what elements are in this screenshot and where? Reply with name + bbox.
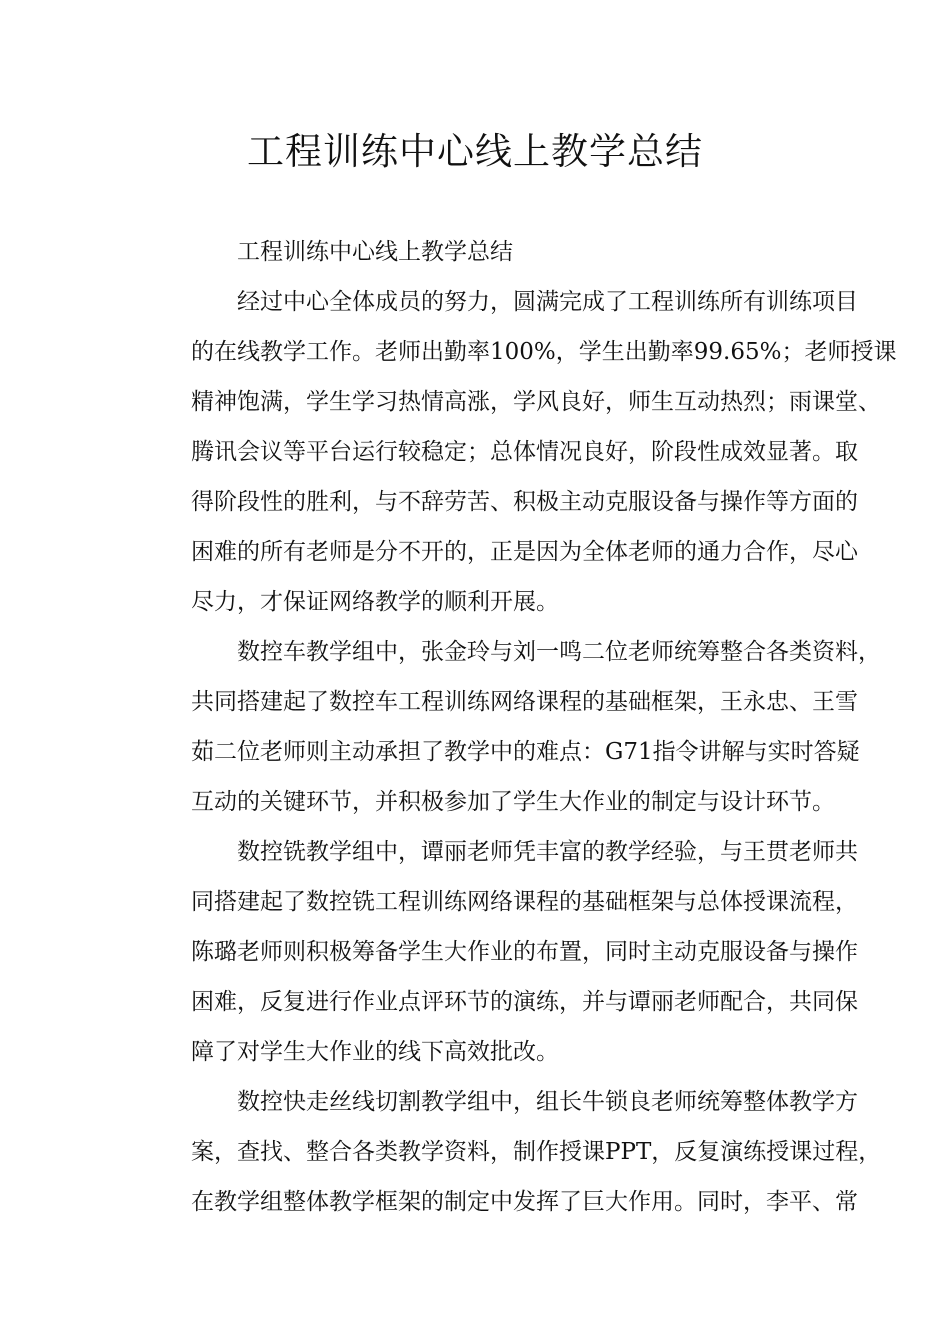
text-line: 得阶段性的胜利，与不辞劳苦、积极主动克服设备与操作等方面的 — [191, 489, 858, 515]
paragraph-subtitle — [145, 227, 821, 277]
paragraph-wire-cutting — [145, 1077, 882, 1227]
text-line: 困难的所有老师是分不开的，正是因为全体老师的通力合作，尽心 — [191, 539, 858, 565]
text-line: 互动的关键环节，并积极参加了学生大作业的制定与设计环节。 — [191, 789, 835, 815]
text-line: 经过中心全体成员的努力，圆满完成了工程训练所有训练项目 — [237, 289, 858, 315]
text-line: 共同搭建起了数控车工程训练网络课程的基础框架，王永忠、王雪 — [191, 689, 858, 715]
text-line: 陈璐老师则积极筹备学生大作业的布置，同时主动克服设备与操作 — [191, 939, 858, 965]
text-line: 数控快走丝线切割教学组中，组长牛锁良老师统筹整体教学方 — [237, 1089, 858, 1115]
text-line: 工程训练中心线上教学总结 — [237, 239, 513, 265]
document-body — [145, 227, 897, 1227]
text-line: 障了对学生大作业的线下高效批改。 — [191, 1039, 559, 1065]
document-title: 工程训练中心线上教学总结 — [247, 130, 703, 173]
text-line: 困难，反复进行作业点评环节的演练，并与谭丽老师配合，共同保 — [191, 989, 858, 1015]
text-line: 的在线教学工作。老师出勤率100%，学生出勤率99.65%；老师授课 — [191, 339, 897, 365]
text-line: 数控铣教学组中，谭丽老师凭丰富的教学经验，与王贯老师共 — [237, 839, 858, 865]
text-line: 同搭建起了数控铣工程训练网络课程的基础框架与总体授课流程， — [191, 889, 858, 915]
paragraph-cnc-milling — [145, 827, 858, 1077]
paragraph-overview — [145, 277, 897, 627]
text-line: 在教学组整体教学框架的制定中发挥了巨大作用。同时，李平、常 — [191, 1189, 858, 1215]
paragraph-cnc-lathe — [145, 627, 881, 827]
text-line: 尽力，才保证网络教学的顺利开展。 — [191, 589, 559, 615]
text-line: 精神饱满，学生学习热情高涨，学风良好，师生互动热烈；雨课堂、 — [191, 389, 881, 415]
text-line: 案，查找、整合各类教学资料，制作授课PPT，反复演练授课过程， — [191, 1139, 882, 1165]
text-line: 茹二位老师则主动承担了教学中的难点：G71指令讲解与实时答疑 — [191, 739, 860, 765]
text-line: 数控车教学组中，张金玲与刘一鸣二位老师统筹整合各类资料， — [237, 639, 881, 665]
text-line: 腾讯会议等平台运行较稳定；总体情况良好，阶段性成效显著。取 — [191, 439, 858, 465]
